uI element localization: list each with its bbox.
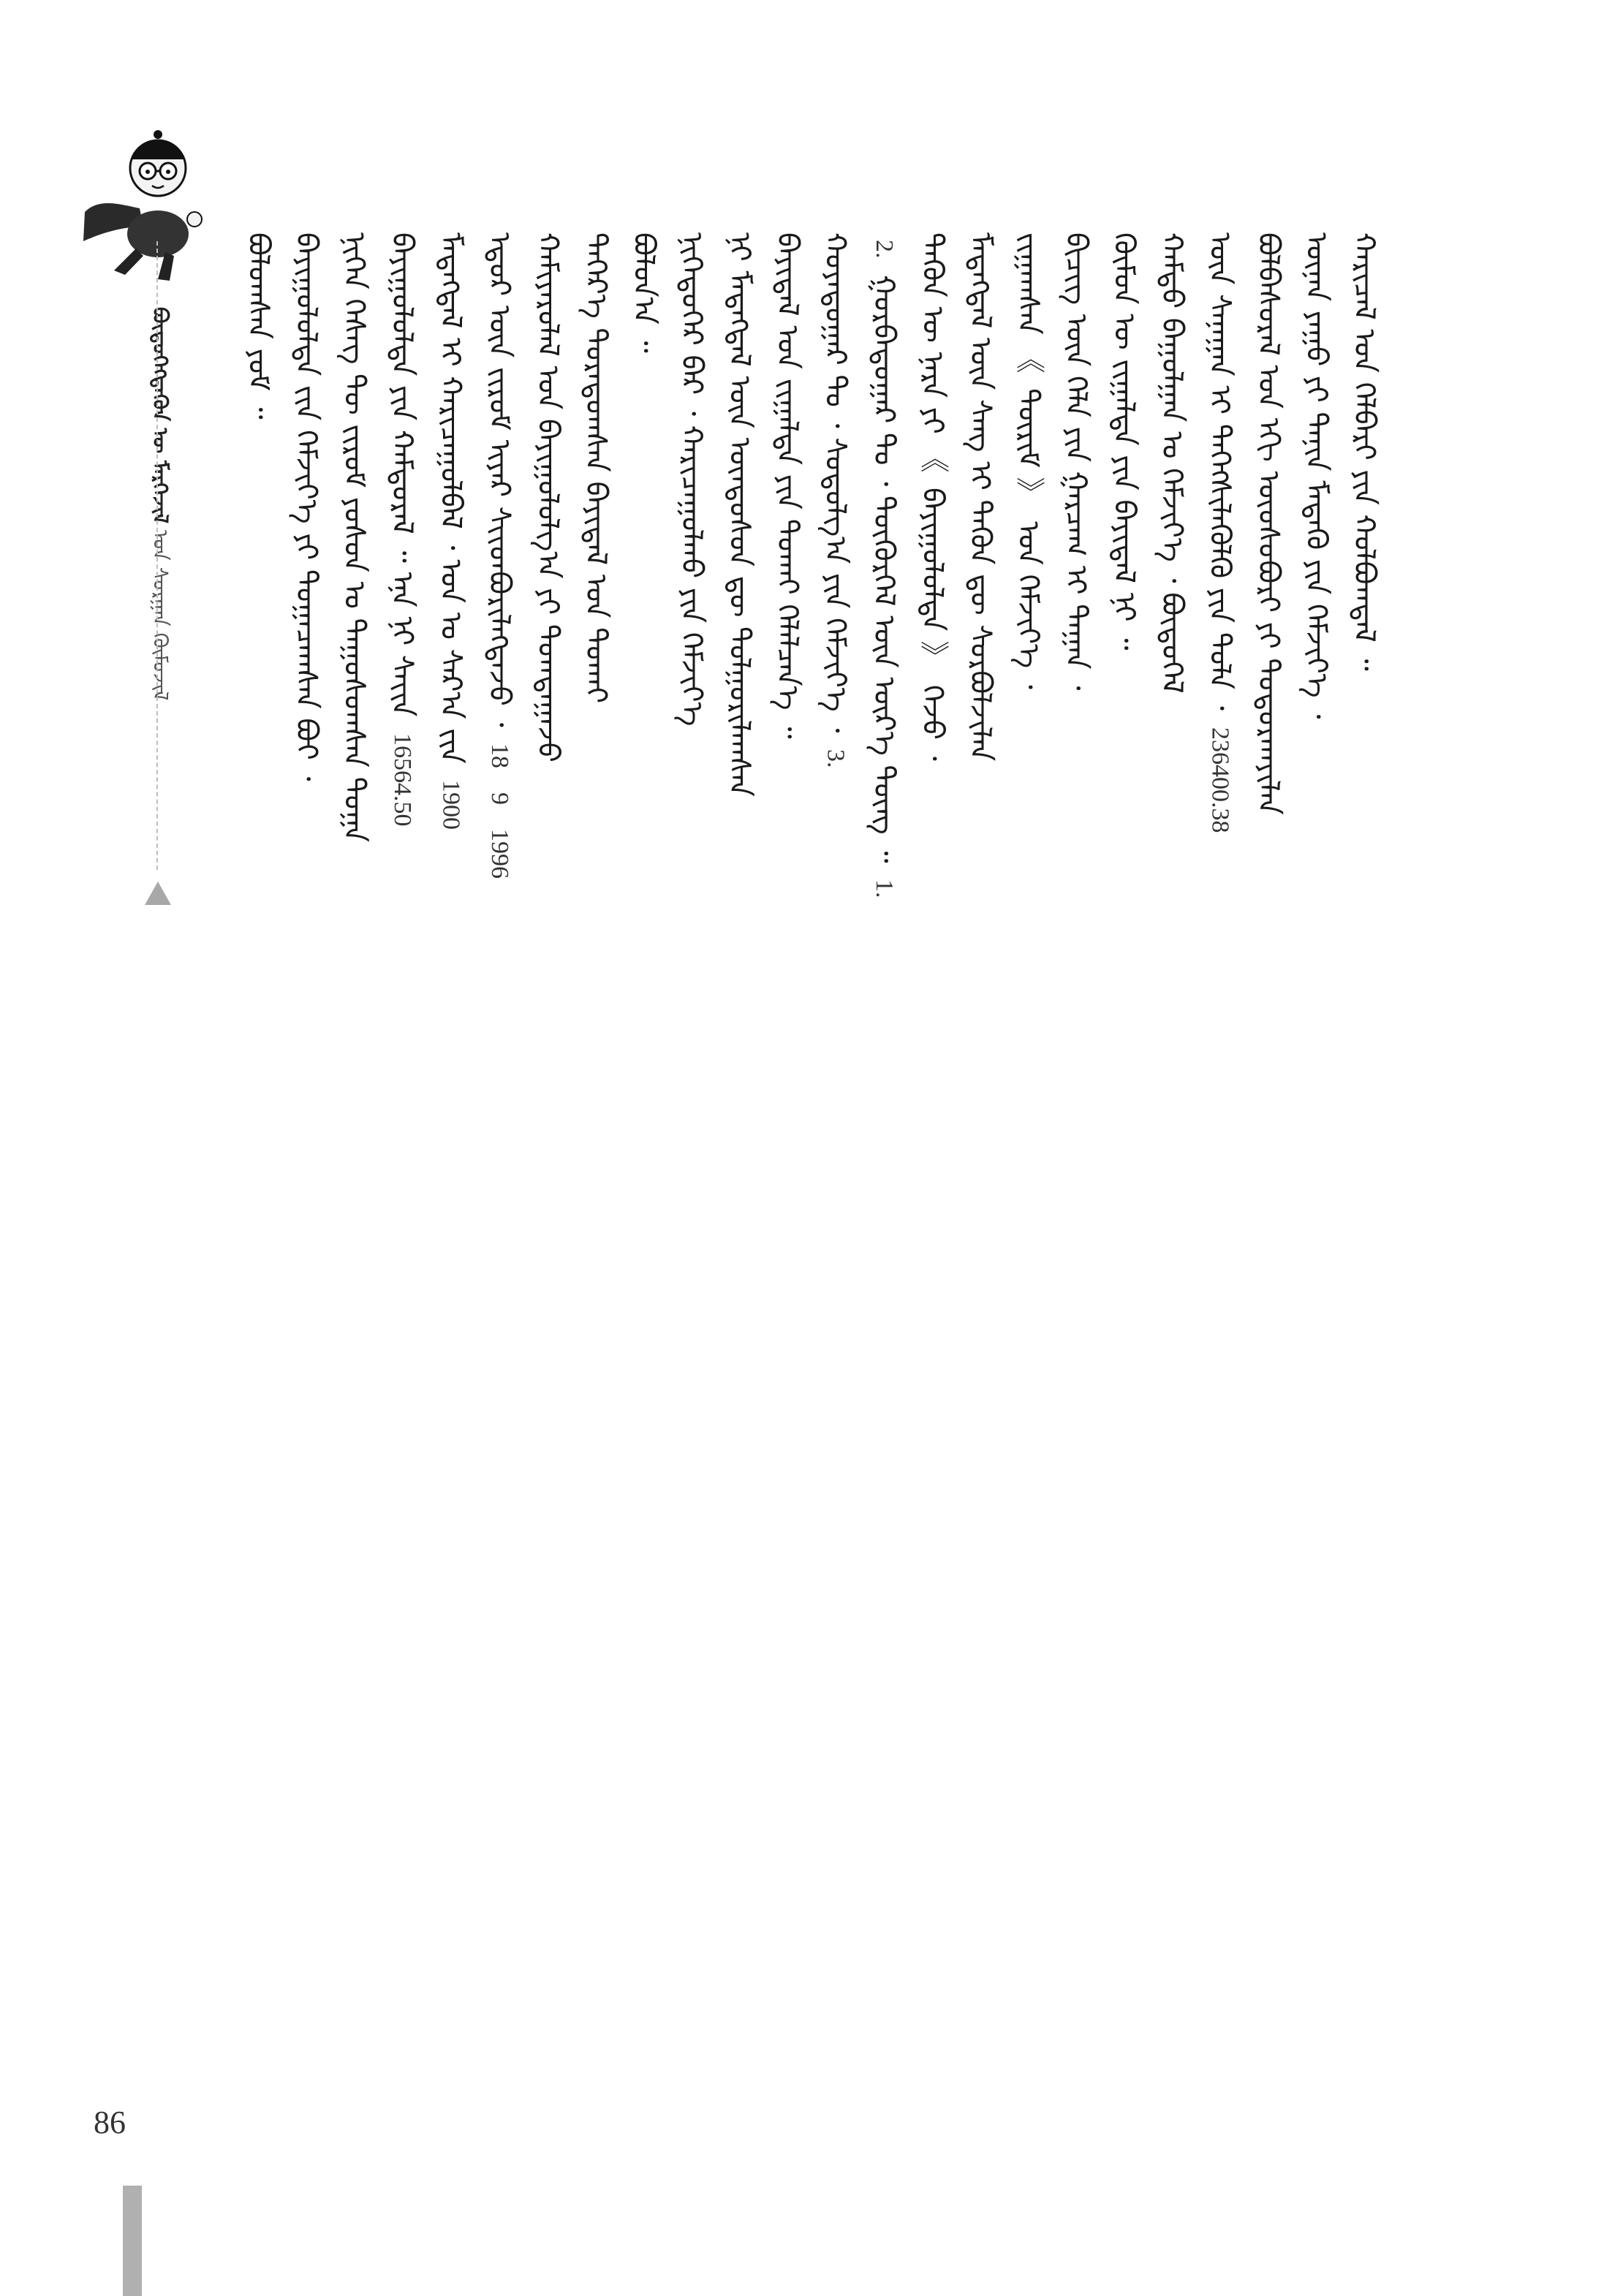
triangle-marker-icon	[145, 882, 171, 905]
text-column-part: ᠡᠳᠦᠷ ᠦᠨ ᠵᠢᠷᠤᠮ ᠢᠶᠠᠷ ᠰᠢᠢᠳᠪᠦᠷᠢᠯᠡᠭᠳᠡᠵᠦ ᠂	[483, 232, 516, 727]
number-value: 9	[486, 792, 513, 806]
text-column	[426, 232, 475, 2075]
text-column: ᠬᠠᠷᠢᠴᠠᠯ ᠤᠨ ᠬᠡᠯᠪᠡᠷᠢ ᠶᠢᠨ ᠬᠣᠯᠪᠤᠭᠳᠠᠯ ᠃	[1347, 232, 1381, 671]
text-column: ᠦᠨᠡᠨ ᠶᠠᠭᠤ ᠶᠢ ᠲᠠᠨᠢᠨ ᠮᠡᠳᠡᠬᠦ ᠶᠢᠨ ᠬᠡᠮᠵᠢᠶ᠎ᠡ ᠂	[1299, 232, 1333, 719]
text-column	[811, 232, 860, 2075]
mascot-illustration	[70, 124, 216, 285]
text-column	[378, 232, 427, 2075]
number-value: 1900	[437, 780, 465, 830]
number-value: 3.	[822, 749, 850, 768]
mongolian-text-body	[234, 232, 1418, 2075]
text-column	[1195, 232, 1244, 2075]
number-value: 2.	[871, 240, 898, 259]
text-column: ᠨᠢᠭᠡᠳᠦᠭᠡᠷ ᠪᠡᠷ ᠂ ᠬᠠᠷᠢᠴᠠᠭᠤᠯᠬᠤ ᠶᠢᠨ ᠬᠡᠮᠵᠢᠶ᠎ᠡ	[675, 232, 708, 727]
text-column-part: ᠮᠡᠳᠡᠭᠳᠡᠯ ᠢ ᠬᠠᠷᠢᠴᠠᠭᠤᠯᠪᠠᠯ ᠂ ᠣᠨ ᠤ ᠰᠠᠷ᠎ᠠ ᠵᠢᠨ	[434, 232, 468, 764]
number-value: 16564.50	[389, 733, 416, 827]
text-column: ᠲᠡᠭᠦᠨ ᠦ ᠨᠡᠷᠡ ᠶᠢ 《 ᠪᠠᠶᠢᠭᠤᠯᠤᠯᠲᠠ 》 ᠭᠡᠵᠦ ᠂	[915, 232, 950, 761]
running-header-bold: ᠪᠦᠲᠦᠭᠡᠭᠳᠡᠬᠦᠨ ᠦ ᠮᠡᠷᠭᠡᠵᠢᠯ	[148, 307, 173, 524]
text-column: ᠪᠣᠯᠤᠭᠰᠠᠨ ᠶᠤᠮ ᠃	[241, 232, 276, 420]
text-column-part: ᠦᠨ ᠰᠠᠨᠠᠭᠠᠨ ᠢ ᠳᠡᠭᠡᠭᠰᠢᠯᠡᠭᠦᠯᠬᠦ ᠶᠢᠨ ᠲᠤᠯᠠ ᠂	[1203, 232, 1237, 711]
page-edge-bar	[123, 2186, 142, 2296]
text-column: ᠪᠣᠯᠪᠠᠰᠤᠷᠠᠯ ᠤᠨ ᠡᠬᠢ ᠦᠦᠰᠦᠪᠦᠷᠢ ᠶᠢ ᠲᠣᠳᠤᠷᠬᠠᠶᠢᠯᠠᠨ	[1252, 232, 1285, 815]
running-header	[149, 307, 171, 700]
page-number: 86	[94, 2104, 126, 2140]
text-column	[860, 232, 909, 2075]
text-column: ᠪᠠᠶᠢᠳᠠᠯ ᠤᠨ ᠵᠢᠭᠠᠯᠲᠠ ᠶᠢᠨ ᠲᠤᠬᠠᠢ ᠬᠡᠯᠡᠯᠴᠡᠨ᠎ᠡ ᠃	[771, 232, 804, 739]
text-column: ᠨᠢᠭᠡᠨ ᠬᠡᠰᠡᠭ ᠲᠦ ᠵᠢᠷᠤᠮ ᠶᠣᠰᠤᠨ ᠤ ᠳᠠᠭᠤᠰᠤᠭᠰᠠᠨ ᠲᠣᠭᠠ	[337, 232, 371, 843]
number-value: 1.	[871, 879, 898, 898]
text-column: ᠮᠡᠳᠡᠭᠳᠡᠯ ᠦᠨ ᠰᠠᠩ ᠢ ᠲᠡᠭᠦᠨ ᠳᠦ ᠰᠤᠷᠪᠤᠯᠵᠢᠯᠠᠨ	[964, 232, 997, 762]
text-column-part: ᠭᠤᠷᠪᠠᠳᠤᠭᠠᠷ ᠲᠤ ᠂ ᠳᠦᠭᠦᠷᠭᠡᠯ ᠦᠨ ᠦᠷ᠎ᠡ ᠳᠦᠩ ᠃	[867, 275, 901, 863]
text-column	[475, 232, 524, 2075]
text-column: ᠨᠢ ᠮᠡᠳᠡᠭᠳᠡᠯ ᠦᠨ ᠦᠨᠳᠦᠰᠦᠨ ᠳᠦ ᠲᠤᠯᠭᠤᠷᠢᠯᠠᠭᠰᠠᠨ	[722, 232, 757, 797]
number-value: 18	[486, 743, 513, 769]
text-column: ᠪᠢᠴᠢᠭ ᠦᠨ ᠬᠡᠯᠡ ᠶᠢᠨ ᠭᠠᠷᠴᠠᠭ ᠢ ᠳᠠᠭᠠᠨ ᠂	[1059, 232, 1093, 691]
dashed-divider	[156, 241, 158, 870]
number-value: 236400.38	[1206, 727, 1234, 833]
text-column: ᠳᠡᠭᠡᠷ᠎ᠡ ᠳᠤᠷᠠᠳᠤᠭᠰᠠᠨ ᠪᠠᠶᠢᠳᠠᠯ ᠤᠨ ᠲᠤᠬᠠᠢ	[579, 232, 613, 704]
running-header-rest: ᠤᠨ ᠰᠤᠷᠭᠠᠨ ᠬᠦᠮᠦᠵᠢᠯ	[148, 523, 173, 701]
text-column: ᠬᠦᠮᠦᠨ ᠦ ᠵᠢᠭᠠᠯᠲᠠ ᠶᠢᠨ ᠪᠠᠶᠢᠳᠠᠯ ᠨᠢ ᠃	[1107, 232, 1141, 651]
text-column: ᠪᠣᠯᠤᠨ᠎ᠠ ᠃	[627, 232, 661, 353]
text-column: ᠬᠠᠮᠢᠶᠠᠷᠤᠯᠠᠯ ᠤᠨ ᠪᠠᠶᠢᠭᠤᠯᠤᠯᠭ᠎ᠠ ᠶᠢ ᠲᠣᠭᠲᠠᠭᠠᠵᠤ	[531, 232, 565, 762]
number-value: 1996	[486, 828, 513, 879]
text-column-part: ᠪᠠᠶᠢᠭᠤᠯᠤᠯᠲᠠ ᠶᠢᠨ ᠬᠠᠮᠲᠤᠷᠠᠯ ᠃ ᠡᠨᠡ ᠨᠢ ᠰᠠᠶ᠋ᠢᠨ	[385, 232, 419, 717]
text-column: ᠵᠢᠭᠠᠭᠰᠠᠨ 《 ᠳᠦᠷᠢᠮ 》 ᠤᠨ ᠬᠡᠮᠵᠢᠶ᠎ᠡ ᠂	[1011, 232, 1045, 690]
text-column: ᠪᠠᠶᠢᠭᠤᠯᠤᠯᠲᠠ ᠵᠢᠨ ᠬᠡᠮᠵᠢᠶ᠎ᠡ ᠶᠢ ᠲᠤᠭᠠᠴᠠᠭᠰᠠᠨ ᠪᠤᠢ ᠂	[290, 232, 323, 781]
text-column: ᠬᠠᠮᠲᠤ ᠪᠠᠭᠤᠯᠭᠠᠨ ᠤ ᠬᠡᠮᠵᠢᠶ᠎ᠡ ᠂ ᠪᠦᠲᠦᠭᠡᠯ	[1155, 232, 1189, 694]
page-header	[70, 58, 216, 950]
text-column-part: ᠬᠣᠶᠠᠳᠤᠭᠠᠷ ᠲᠤ ᠂ ᠰᠤᠳᠤᠯᠭ᠎ᠠ ᠶᠢᠨ ᠬᠡᠮᠵᠢᠶ᠎ᠡ ᠂	[818, 232, 852, 733]
